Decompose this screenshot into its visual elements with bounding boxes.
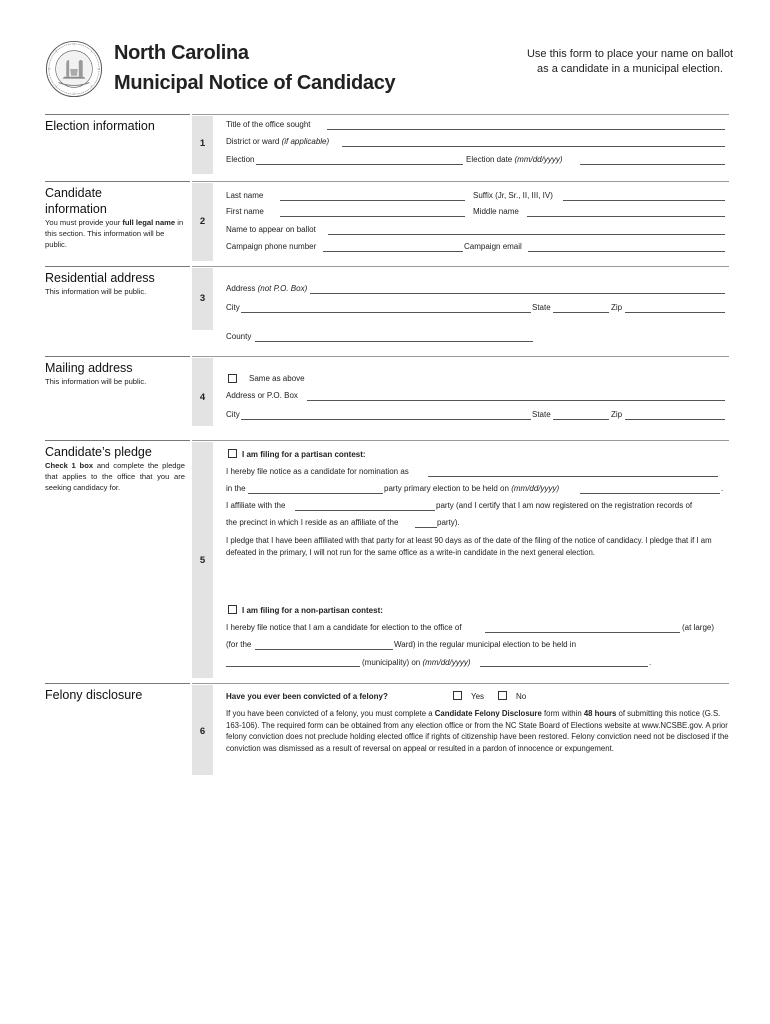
section-title: Felony disclosure — [45, 688, 143, 702]
form-instructions: Use this form to place your name on ballot as a candidate in a municipal election. — [526, 48, 734, 75]
felony-no-label: No — [516, 692, 527, 701]
for-the-label: (for the — [226, 640, 252, 649]
in-the-label: in the — [226, 484, 246, 493]
same-as-above-checkbox[interactable] — [228, 374, 237, 383]
residential-city-field[interactable] — [241, 312, 531, 313]
felony-question: Have you ever been convicted of a felony? — [226, 692, 388, 701]
first-name-label: First name — [226, 207, 264, 216]
section-number-bar — [192, 685, 213, 775]
page-title-state: North Carolina — [114, 42, 249, 64]
mailing-city-field[interactable] — [241, 419, 531, 420]
section-divider — [45, 266, 190, 267]
section-number: 4 — [199, 392, 206, 403]
municipal-period: . — [649, 658, 652, 667]
residential-address-label: Address (not P.O. Box) — [226, 284, 308, 293]
section-divider — [192, 266, 729, 267]
mailing-state-label: State — [532, 410, 551, 419]
campaign-email-field[interactable] — [528, 251, 725, 252]
primary-party-field[interactable] — [248, 493, 383, 494]
section-note: Check 1 box and complete the pledge that applies to the office that you are seeking candidacy for. — [45, 461, 185, 492]
campaign-phone-field[interactable] — [323, 251, 463, 252]
felony-no-checkbox[interactable] — [498, 691, 507, 700]
section-note: You must provide your full legal name in this section. This information will be public. — [45, 218, 184, 249]
felony-disclosure-paragraph: If you have been convicted of a felony, you must complete a Candidate Felony Disclosure form within 48 hours of submitting this notice (G.S. 163-106). The required form can be obtained from any election office or from the NC State Board of Elections website at www.NCSBE.gov. A prior felony conviction does not preclude holding elected office if rights of citizenship have been restored. Felony conviction need not be disclosed if the conviction was dismissed as a result of reversal on appeal or resulted in a pardon of innocence or expungement. — [226, 709, 729, 753]
section-number: 6 — [199, 726, 206, 737]
section-candidates-pledge — [45, 440, 735, 678]
section-title: Candidate information — [45, 186, 107, 216]
section-number-bar — [192, 268, 213, 330]
section-candidate-information — [45, 181, 735, 261]
middle-name-field[interactable] — [527, 216, 725, 217]
section-mailing-address — [45, 356, 735, 426]
district-label: District or ward (if applicable) — [226, 137, 330, 146]
section-divider — [45, 114, 190, 115]
section-number-bar — [192, 358, 213, 426]
primary-date-field[interactable] — [580, 493, 720, 494]
section-divider — [192, 114, 729, 115]
felony-yes-checkbox[interactable] — [453, 691, 462, 700]
mailing-state-field[interactable] — [553, 419, 609, 420]
ballot-name-label: Name to appear on ballot — [226, 225, 316, 234]
section-divider — [192, 683, 729, 684]
section-note: This information will be public. — [45, 377, 147, 386]
election-date-field[interactable] — [580, 164, 725, 165]
section-title: Election information — [45, 119, 155, 133]
ward-election-text: Ward) in the regular municipal election to be held in — [394, 640, 577, 649]
section-divider — [192, 440, 729, 441]
section-divider — [192, 181, 729, 182]
nonpartisan-contest-checkbox[interactable] — [228, 605, 237, 614]
section-number-bar — [192, 442, 213, 678]
mailing-zip-field[interactable] — [625, 419, 725, 420]
precinct-party-field[interactable] — [415, 527, 437, 528]
same-as-above-label: Same as above — [249, 374, 305, 383]
middle-name-label: Middle name — [473, 207, 519, 216]
section-note: This information will be public. — [45, 287, 147, 296]
nonpartisan-contest-label: I am filing for a non-partisan contest: — [242, 606, 383, 615]
section-divider — [45, 440, 190, 441]
primary-period: . — [721, 484, 724, 493]
last-name-field[interactable] — [280, 200, 465, 201]
first-name-field[interactable] — [280, 216, 465, 217]
residential-city-label: City — [226, 303, 240, 312]
nonpartisan-office-field[interactable] — [485, 632, 680, 633]
nc-state-seal-logo — [45, 40, 103, 98]
at-large-label: (at large) — [682, 623, 715, 632]
residential-state-field[interactable] — [553, 312, 609, 313]
election-field[interactable] — [256, 164, 463, 165]
section-divider — [192, 356, 729, 357]
partisan-notice-label: I hereby file notice as a candidate for nomination as — [226, 467, 409, 476]
affiliated-party-field[interactable] — [295, 510, 435, 511]
primary-election-label: party primary election to be held on (mm/dd/yyyy) — [384, 484, 560, 493]
section-number: 3 — [199, 293, 206, 304]
section-title: Mailing address — [45, 361, 133, 375]
section-number: 5 — [199, 555, 206, 566]
partisan-contest-checkbox[interactable] — [228, 449, 237, 458]
district-field[interactable] — [342, 146, 725, 147]
county-field[interactable] — [255, 341, 533, 342]
ward-field[interactable] — [255, 649, 393, 650]
mailing-address-label: Address or P.O. Box — [226, 391, 298, 400]
section-felony-disclosure — [45, 683, 735, 775]
section-number: 1 — [199, 138, 206, 149]
office-sought-field[interactable] — [327, 129, 725, 130]
mailing-address-field[interactable] — [307, 400, 725, 401]
section-number-bar — [192, 183, 213, 261]
affiliate-certify-text: party (and I certify that I am now registered on the registration records of — [436, 501, 693, 510]
residential-zip-field[interactable] — [625, 312, 725, 313]
section-number: 2 — [199, 216, 206, 227]
last-name-label: Last name — [226, 191, 264, 200]
felony-yes-label: Yes — [471, 692, 485, 701]
section-number-bar — [192, 116, 213, 174]
precinct-text: the precinct in which I reside as an affiliate of the — [226, 518, 399, 527]
pledge-paragraph: I pledge that I have been affiliated with that party for at least 90 days as of the date of the filing of the notice of candidacy. I pledge that if I am defeated in the primary, I will not run for the same office as a write-in candidate in the next general election. — [226, 536, 712, 557]
campaign-email-label: Campaign email — [464, 242, 522, 251]
precinct-text-end: party). — [437, 518, 460, 527]
section-title: Residential address — [45, 271, 155, 285]
section-divider — [45, 181, 190, 182]
election-date-label: Election date (mm/dd/yyyy) — [466, 155, 563, 164]
suffix-label: Suffix (Jr, Sr., II, III, IV) — [473, 191, 553, 200]
partisan-contest-label: I am filing for a partisan contest: — [242, 450, 366, 459]
county-label: County — [226, 332, 252, 341]
municipality-label: (municipality) on (mm/dd/yyyy) — [362, 658, 471, 667]
nomination-office-field[interactable] — [428, 476, 718, 477]
section-election-information — [45, 114, 735, 176]
ballot-name-field[interactable] — [328, 234, 725, 235]
mailing-zip-label: Zip — [611, 410, 623, 419]
residential-address-field[interactable] — [310, 293, 725, 294]
residential-zip-label: Zip — [611, 303, 623, 312]
campaign-phone-label: Campaign phone number — [226, 242, 317, 251]
title-block — [114, 42, 395, 95]
municipality-field[interactable] — [226, 666, 360, 667]
affiliate-with-label: I affiliate with the — [226, 501, 286, 510]
nonpartisan-notice-label: I hereby file notice that I am a candidate for election to the office of — [226, 623, 462, 632]
section-divider — [45, 356, 190, 357]
residential-state-label: State — [532, 303, 551, 312]
municipal-election-date-field[interactable] — [480, 666, 648, 667]
office-sought-label: Title of the office sought — [226, 120, 311, 129]
page-title-form: Municipal Notice of Candidacy — [114, 72, 396, 94]
suffix-field[interactable] — [563, 200, 725, 201]
section-divider — [45, 683, 190, 684]
section-residential-address — [45, 266, 735, 352]
section-title: Candidate’s pledge — [45, 445, 152, 459]
mailing-city-label: City — [226, 410, 240, 419]
election-label: Election — [226, 155, 255, 164]
